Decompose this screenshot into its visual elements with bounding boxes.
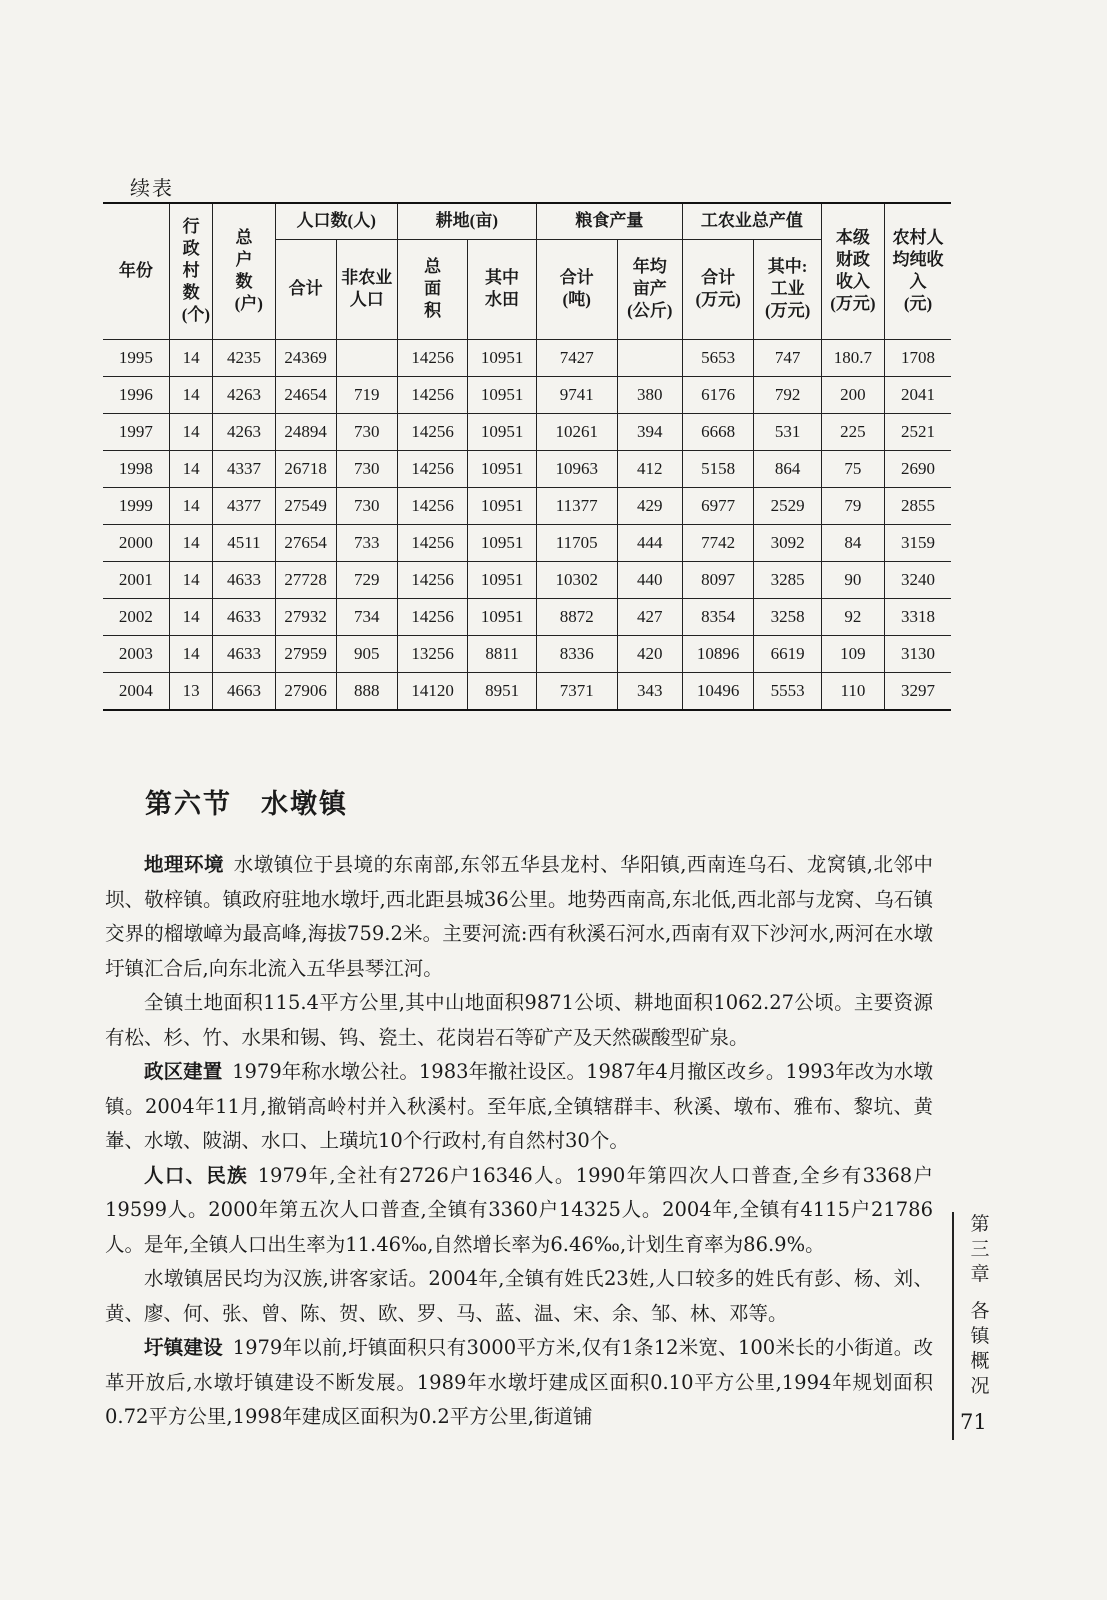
header-farmland-paddy: 其中水田 [468,239,536,339]
table-cell: 79 [821,487,884,524]
table-cell: 2041 [885,376,951,413]
table-cell: 888 [336,672,397,710]
table-cell: 5653 [682,339,754,376]
table-cell: 747 [754,339,821,376]
side-divider [952,1212,954,1440]
table-cell: 14 [169,487,213,524]
header-grain-total: 合计 (吨) [536,239,617,339]
table-cell: 14256 [397,524,467,561]
table-cell: 1999 [103,487,169,524]
table-cell: 14256 [397,561,467,598]
table-cell: 10951 [468,561,536,598]
header-income: 农村人均纯收入 (元) [885,203,951,339]
table-cell: 2000 [103,524,169,561]
table-row [103,339,951,376]
table-cell: 8951 [468,672,536,710]
table-cell: 7742 [682,524,754,561]
paragraph-text: 1979年以前,圩镇面积只有3000平方米,仅有1条12米宽、100米长的小街道。改革开放后,水墩圩镇建设不断发展。1989年水墩圩建成区面积0.10平方公里,1994年规划面积0.72平方公里,1998年建成区面积为0.2平方公里,街道铺 [105,1336,933,1428]
statistics-table [103,202,951,711]
table-cell: 733 [336,524,397,561]
table-cell: 84 [821,524,884,561]
table-cell: 8811 [468,635,536,672]
table-cell: 2001 [103,561,169,598]
table-cell: 1998 [103,450,169,487]
table-cell: 2004 [103,672,169,710]
table-cell: 6176 [682,376,754,413]
table-cell: 5553 [754,672,821,710]
table-cell: 14 [169,339,213,376]
table-cell: 6619 [754,635,821,672]
table-cell: 412 [617,450,682,487]
table-cell: 730 [336,450,397,487]
table-cell: 200 [821,376,884,413]
table-cell: 24894 [275,413,336,450]
table-cell: 4263 [213,376,275,413]
table-cell: 729 [336,561,397,598]
table-cell [617,339,682,376]
table-cell: 13 [169,672,213,710]
paragraph [105,986,933,1055]
table-cell: 14256 [397,339,467,376]
table-row [103,487,951,524]
header-output-group: 工农业总产值 [682,203,821,239]
table-cell: 90 [821,561,884,598]
table-row [103,635,951,672]
paragraph-text: 水墩镇位于县境的东南部,东邻五华县龙村、华阳镇,西南连乌石、龙窝镇,北邻中坝、敬梓镇。镇政府驻地水墩圩,西北距县城36公里。地势西南高,东北低,西北部与龙窝、乌石镇交界的榴墩嶂为最高峰,海拔759.2米。主要河流:西有秋溪石河水,西南有双下沙河水,两河在水墩圩镇汇合后,向东北流入五华县琴江河。 [105,853,933,980]
table-cell: 14256 [397,450,467,487]
table-cell: 13256 [397,635,467,672]
table-cell: 9741 [536,376,617,413]
table-cell: 14256 [397,487,467,524]
table-cell: 4511 [213,524,275,561]
paragraph-text: 全镇土地面积115.4平方公里,其中山地面积9871公顷、耕地面积1062.27公顷。主要资源有松、杉、竹、水果和锡、钨、瓷土、花岗岩石等矿产及天然碳酸型矿泉。 [105,991,933,1049]
header-population-group: 人口数(人) [275,203,397,239]
table-cell: 4633 [213,561,275,598]
table-cell: 3130 [885,635,951,672]
table-cell: 440 [617,561,682,598]
paragraph-keyword: 圩镇建设 [144,1336,223,1359]
table-cell: 14 [169,376,213,413]
table-cell: 2855 [885,487,951,524]
paragraph-text: 1979年称水墩公社。1983年撤社设区。1987年4月撤区改乡。1993年改为水墩镇。2004年11月,撤销高岭村并入秋溪村。至年底,全镇辖群丰、秋溪、墩布、雅布、黎坑、黄輋、水墩、陂湖、水口、上璜坑10个行政村,有自然村30个。 [105,1060,933,1152]
table-cell: 4377 [213,487,275,524]
table-cell: 1708 [885,339,951,376]
table-cell: 27959 [275,635,336,672]
page-number: 71 [960,1410,987,1434]
table-row [103,598,951,635]
table-cell: 14120 [397,672,467,710]
table-cell: 4263 [213,413,275,450]
table-cell: 4633 [213,635,275,672]
chapter-label: 第三章 [970,1213,990,1285]
header-output-total: 合计 (万元) [682,239,754,339]
table-cell: 10496 [682,672,754,710]
table-cell: 3318 [885,598,951,635]
table-cell: 394 [617,413,682,450]
paragraph-keyword: 人口、民族 [144,1163,248,1187]
paragraph [105,1159,933,1263]
table-cell: 14256 [397,598,467,635]
table-cell: 27906 [275,672,336,710]
table-cell: 10951 [468,413,536,450]
continued-label: 续表 [130,176,174,200]
table-row [103,561,951,598]
table-cell: 14 [169,635,213,672]
table-cell: 6668 [682,413,754,450]
paragraph-keyword: 政区建置 [144,1060,223,1083]
table-cell: 429 [617,487,682,524]
table-cell: 8354 [682,598,754,635]
table-cell: 8097 [682,561,754,598]
table-cell: 14256 [397,413,467,450]
table-cell: 10261 [536,413,617,450]
table-cell: 27932 [275,598,336,635]
table-cell: 27549 [275,487,336,524]
table-cell: 730 [336,413,397,450]
side-chapter-label [968,1212,992,1399]
table-body [103,339,951,710]
header-farmland-total: 总面积 [397,239,467,339]
paragraph-text: 水墩镇居民均为汉族,讲客家话。2004年,全镇有姓氏23姓,人口较多的姓氏有彭、杨、刘、黄、廖、何、张、曾、陈、贺、欧、罗、马、蓝、温、宋、余、邹、林、邓等。 [105,1267,933,1325]
table-cell: 10951 [468,598,536,635]
table-cell: 5158 [682,450,754,487]
table-cell: 14256 [397,376,467,413]
table-cell: 2002 [103,598,169,635]
table-cell: 11377 [536,487,617,524]
table-cell: 3240 [885,561,951,598]
table-cell: 14 [169,561,213,598]
table-row [103,524,951,561]
table-cell: 14 [169,598,213,635]
table-cell: 8872 [536,598,617,635]
table-row [103,413,951,450]
table-cell: 10963 [536,450,617,487]
header-admin-villages: 行政村数 (个) [169,203,213,339]
header-output-industry: 其中:工业 (万元) [754,239,821,339]
table-cell: 3297 [885,672,951,710]
table-row [103,672,951,710]
table-cell: 1997 [103,413,169,450]
table-cell: 444 [617,524,682,561]
table-cell: 4337 [213,450,275,487]
section-title: 第六节 水墩镇 [145,789,348,820]
table-cell: 7427 [536,339,617,376]
header-pop-nonagri: 非农业人口 [336,239,397,339]
table-cell: 24369 [275,339,336,376]
table-cell: 10951 [468,450,536,487]
table-cell: 10951 [468,487,536,524]
paragraph-keyword: 地理环境 [144,853,224,876]
table-cell: 905 [336,635,397,672]
table-cell: 864 [754,450,821,487]
table-cell: 10951 [468,524,536,561]
table-cell: 8336 [536,635,617,672]
table-cell: 792 [754,376,821,413]
paragraph-text: 1979年,全社有2726户16346人。1990年第四次人口普查,全乡有3368户19599人。2000年第五次人口普查,全镇有3360户14325人。2004年,全镇有4115户21786人。是年,全镇人口出生率为11.46‰,自然增长率为6.46‰,计划生育率为86.9%。 [105,1163,933,1256]
table-cell: 14 [169,413,213,450]
table-cell: 14 [169,450,213,487]
table-cell: 109 [821,635,884,672]
paragraph [105,1055,933,1159]
header-year: 年份 [103,203,169,339]
paragraph [105,1262,933,1331]
table-cell: 4663 [213,672,275,710]
header-households: 总户数 (户) [213,203,275,339]
body-text [105,848,933,1435]
table-cell: 420 [617,635,682,672]
table-cell: 531 [754,413,821,450]
table-cell: 4235 [213,339,275,376]
table-cell: 2529 [754,487,821,524]
table-cell: 1996 [103,376,169,413]
table-cell: 730 [336,487,397,524]
table-cell: 3285 [754,561,821,598]
table-cell: 427 [617,598,682,635]
table-cell: 180.7 [821,339,884,376]
table-row [103,376,951,413]
table-cell: 11705 [536,524,617,561]
header-farmland-group: 耕地(亩) [397,203,536,239]
table-cell: 92 [821,598,884,635]
table-row [103,450,951,487]
table-cell: 10302 [536,561,617,598]
table-cell: 734 [336,598,397,635]
table-cell: 1995 [103,339,169,376]
table-cell: 26718 [275,450,336,487]
table-cell: 380 [617,376,682,413]
table-cell: 27728 [275,561,336,598]
table-cell: 14 [169,524,213,561]
table-cell: 24654 [275,376,336,413]
table-cell: 4633 [213,598,275,635]
table-cell: 2521 [885,413,951,450]
table-cell: 2690 [885,450,951,487]
table-cell: 110 [821,672,884,710]
table-cell: 343 [617,672,682,710]
header-grain-yield: 年均亩产 (公斤) [617,239,682,339]
table-cell: 719 [336,376,397,413]
table-cell: 225 [821,413,884,450]
table-cell: 10896 [682,635,754,672]
chapter-section-label: 各镇概况 [970,1300,990,1397]
header-grain-group: 粮食产量 [536,203,682,239]
paragraph [105,848,933,986]
table-cell: 3159 [885,524,951,561]
table-cell: 10951 [468,339,536,376]
header-pop-total: 合计 [275,239,336,339]
table-cell [336,339,397,376]
table-cell: 10951 [468,376,536,413]
table-cell: 3258 [754,598,821,635]
table-cell: 75 [821,450,884,487]
header-revenue: 本级财政收入 (万元) [821,203,884,339]
paragraph [105,1331,933,1435]
table-cell: 7371 [536,672,617,710]
table-cell: 3092 [754,524,821,561]
table-cell: 27654 [275,524,336,561]
table-cell: 6977 [682,487,754,524]
table-cell: 2003 [103,635,169,672]
